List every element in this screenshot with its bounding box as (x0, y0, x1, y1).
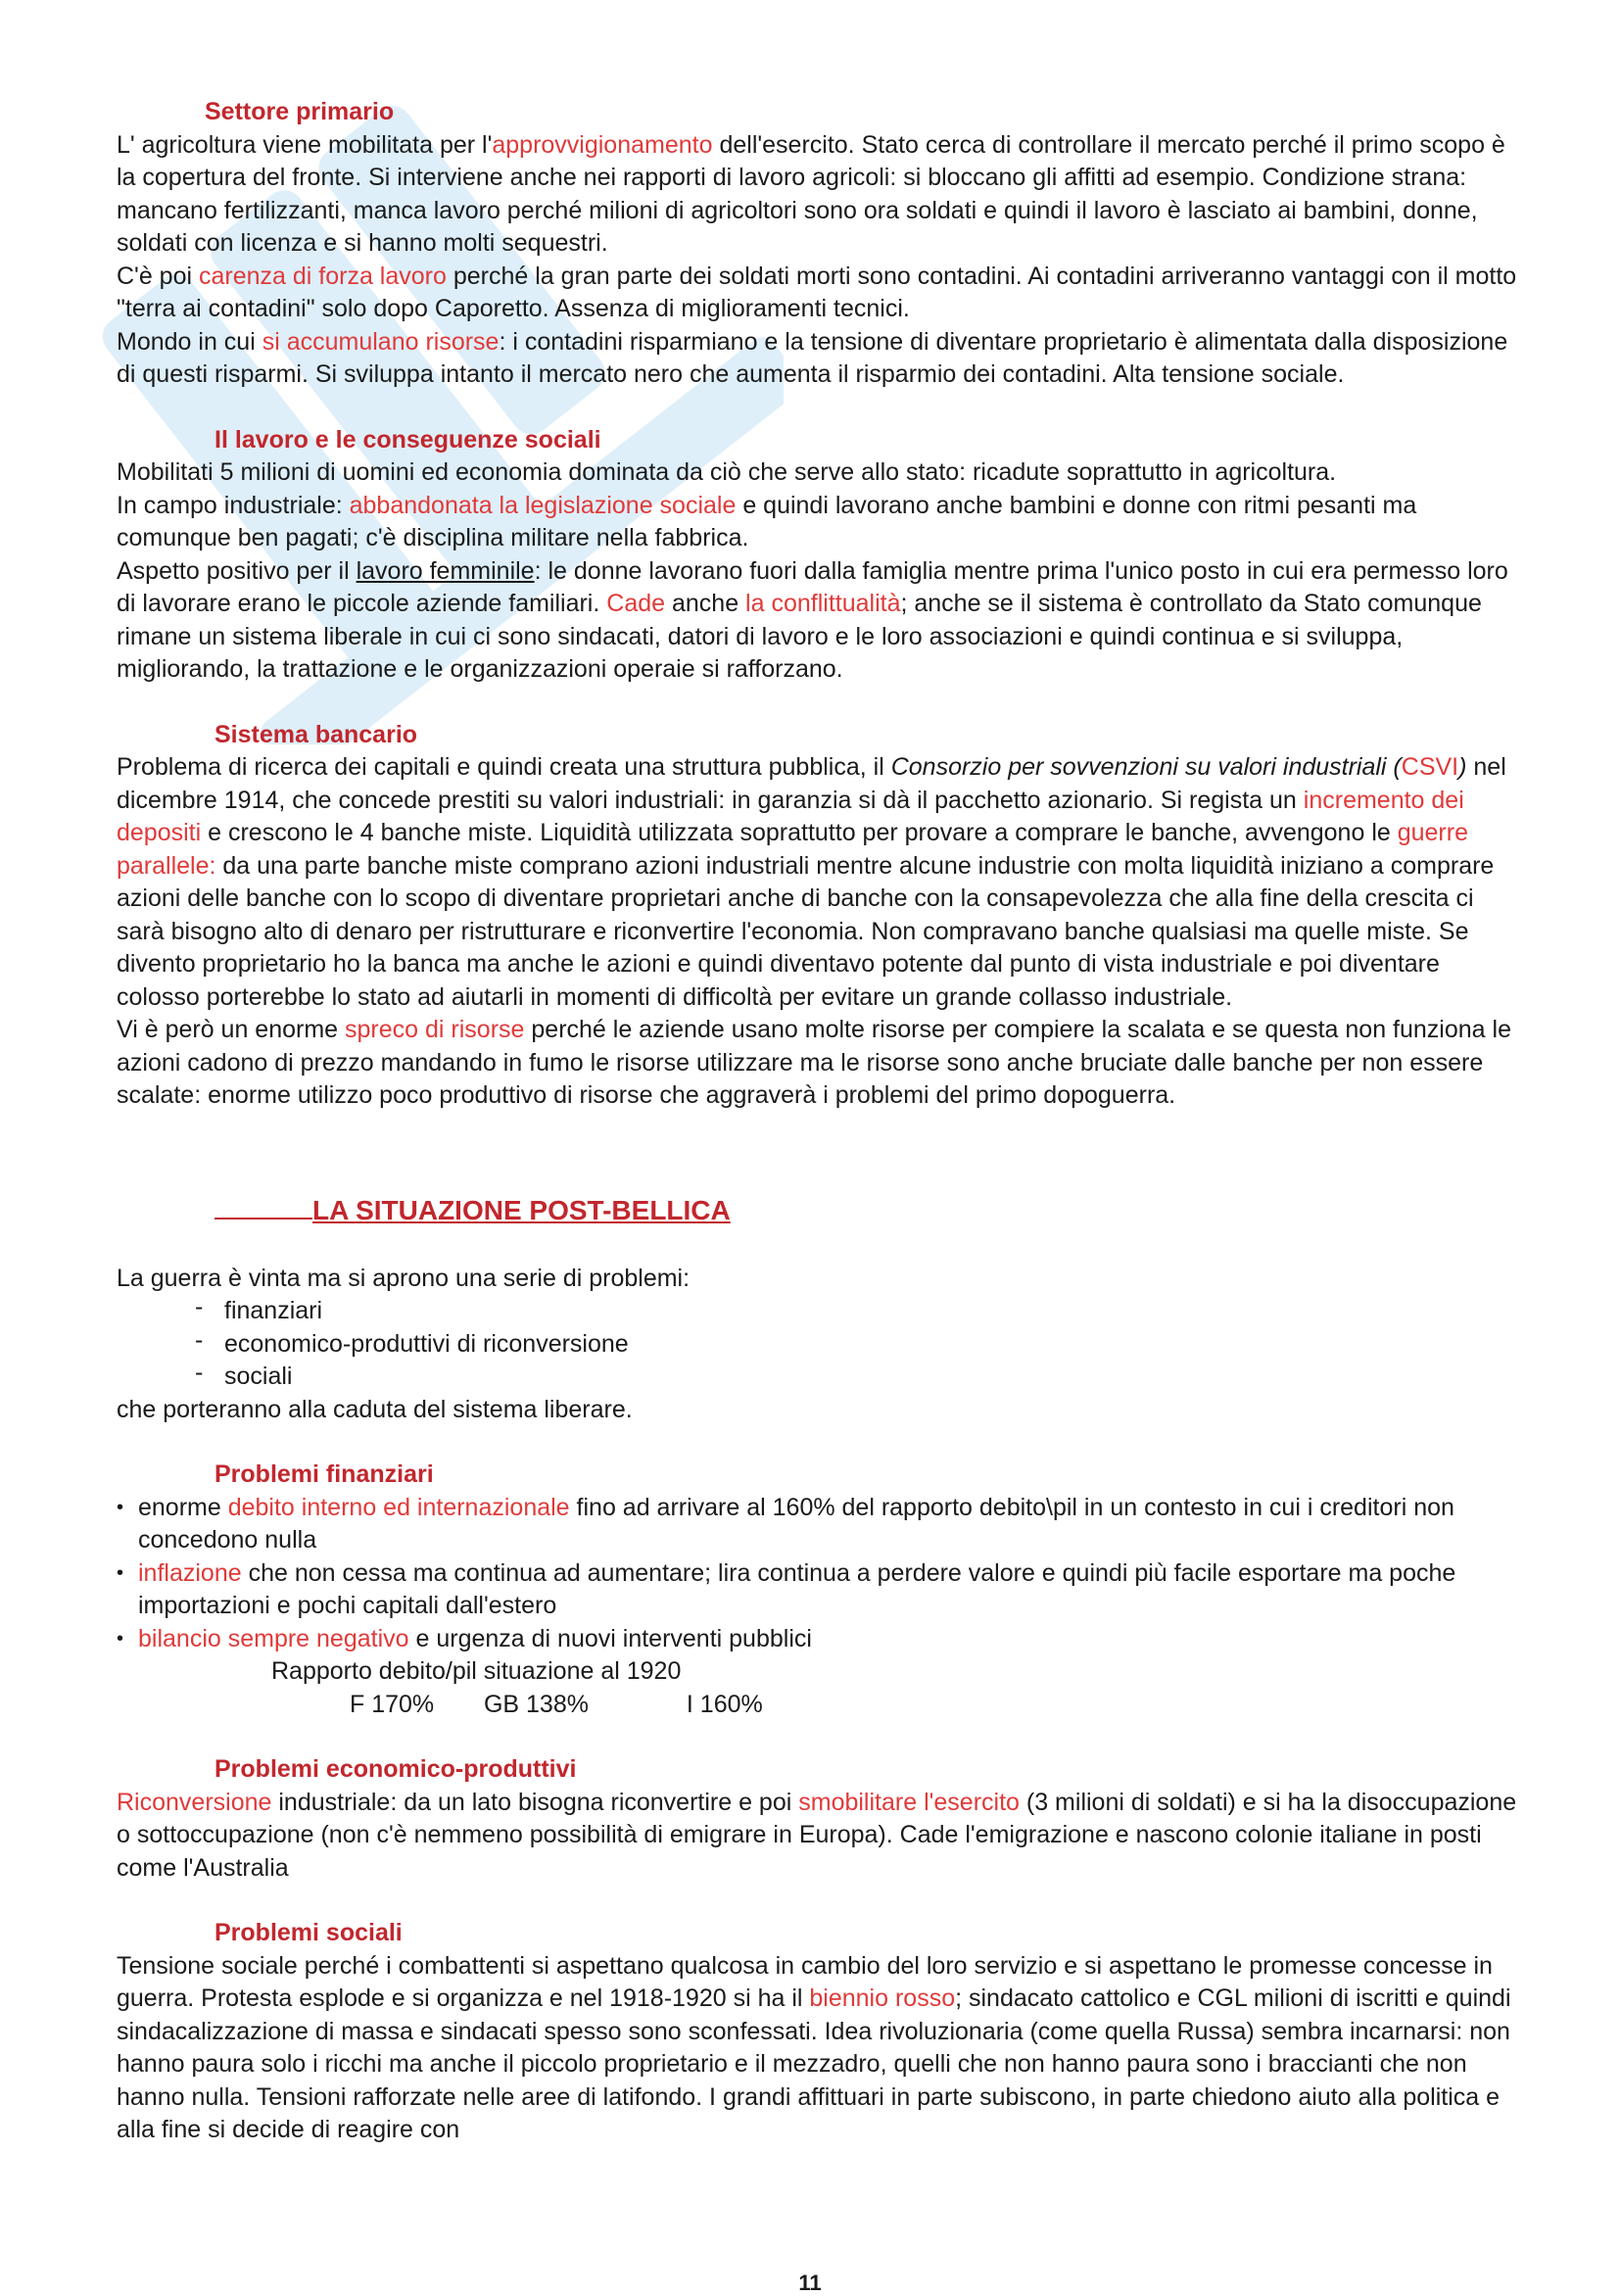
section-heading: Problemi economico-produttivi (214, 1755, 577, 1783)
paragraph: La guerra è vinta ma si aprono una serie di problemi: (117, 1264, 691, 1292)
section-settore-primario (117, 96, 1527, 392)
list-item: - sociali (195, 1361, 1527, 1394)
section-lavoro (117, 424, 1527, 687)
ratio-gb: GB 138% (483, 1690, 589, 1718)
ratio-i: I 160% (686, 1690, 763, 1718)
paragraph: Riconversione industriale: da un lato bisogna riconvertire e poi smobilitare l'esercito (3 milioni di soldati) e si ha la disoccupazione o sottoccupazione (non c'è nemmeno possibilità di emigrare in Europa). Cade l'emigrazione e nascono colonie italiane in posti come l'Australia (117, 1788, 1517, 1882)
paragraph: Problema di ricerca dei capitali e quindi creata una struttura pubblica, il Consorzio per sovvenzioni su valori industriali (CSVI) nel dicembre 1914, che concede prestiti su valori industriali: in garanzia si dà il pacchetto azionario. Si regista un incremento dei depositi e crescono le 4 banche miste. Liquidità utilizzata soprattutto per provare a comprare le banche, avvengono le guerre parallele: da una parte banche miste comprano azioni industriali mentre alcune industrie con molta liquidità iniziano a comprare azioni delle banche con lo scopo di diventare proprietari anche di banche con la consapevolezza che alla fine della crescita ci sarà bisogno alto di denaro per ristrutturare e riconvertire l'economia. Non compravano banche qualsiasi ma quelle miste. Se divento proprietario ho la banca ma anche le azioni e quindi diventavo potente dal punto di vista industriale e poi diventare colosso porterebbe lo stato ad aiutarli in momenti di difficoltà per evitare un grande collasso industriale. (117, 753, 1506, 1011)
paragraph: Mobilitati 5 milioni di uomini ed economia dominata da ciò che serve allo stato: ricadute soprattutto in agricoltura. (117, 458, 1337, 486)
paragraph: Mondo in cui si accumulano risorse: i contadini risparmiano e la tensione di diventare proprietario è alimentata dalla disposizione di questi risparmi. Si sviluppa intanto il mercato nero che aumenta il risparmio dei contadini. Alta tensione sociale. (117, 327, 1508, 388)
list-item: • inflazione che non cessa ma continua ad aumentare; lira continua a perdere valore e quindi più facile esportare ma poche importazioni e pochi capitali dall'estero (117, 1557, 1527, 1623)
paragraph: In campo industriale: abbandonata la legislazione sociale e quindi lavorano anche bambini e donne con ritmi pesanti ma comunque ben pagati; c'è disciplina militare nella fabbrica. (117, 491, 1417, 551)
section-heading: Problemi finanziari (214, 1460, 434, 1488)
ratio-f: F 170% (350, 1690, 435, 1718)
paragraph: Aspetto positivo per il lavoro femminile: le donne lavorano fuori dalla famiglia mentre prima l'unico posto in cui era permesso loro di lavorare erano le piccole aziende familiari. Cade anche la conflittualità; anche se il sistema è controllato da Stato comunque rimane un sistema liberale in cui ci sono sindacati, datori di lavoro e le loro associazioni e quindi continua e si sviluppa, migliorando, la trattazione e le organizzazioni operaie si rafforzano. (117, 556, 1508, 683)
paragraph: L' agricoltura viene mobilitata per l'approvvigionamento dell'esercito. Stato cerca di controllare il mercato perché il primo scopo è la copertura del fronte. Si interviene anche nei rapporti di lavoro agricoli: si bloccano gli affitti ad esempio. Condizione strana: mancano fertilizzanti, manca lavoro perché milioni di agricoltori sono ora soldati e quindi il lavoro è lasciato ai bambini, donne, soldati con licenza e si hanno molti sequestri. (117, 130, 1505, 257)
bullet-list (117, 1492, 1527, 1656)
intro-list (117, 1263, 1527, 1427)
problem-list (117, 1295, 1527, 1394)
list-item: - finanziari (195, 1295, 1527, 1328)
list-item: - economico-produttivi di riconversione (195, 1328, 1527, 1362)
paragraph: Vi è però un enorme spreco di risorse perché le aziende usano molte risorse per compiere la scalata e se questa non funziona le azioni cadono di prezzo mandando in fumo le risorse utilizzare ma le risorse sono anche bruciate dalle banche per non essere scalate: enorme utilizzo poco produttivo di risorse che aggraverà i problemi del primo dopoguerra. (117, 1016, 1511, 1109)
main-heading: LA SITUAZIONE POST-BELLICA (117, 1191, 1527, 1230)
section-problemi-finanziari (117, 1459, 1527, 1721)
page-number: 11 (798, 2271, 822, 2295)
ratio-title: Rapporto debito/pil situazione al 1920 (271, 1657, 682, 1685)
section-heading: Il lavoro e le conseguenze sociali (214, 425, 601, 454)
section-problemi-economici (117, 1753, 1527, 1885)
section-sistema-bancario (117, 719, 1527, 1113)
section-problemi-sociali (117, 1917, 1527, 2147)
section-heading: Settore primario (205, 98, 395, 125)
paragraph: Tensione sociale perché i combattenti si aspettano qualcosa in cambio del loro servizio e si aspettano le promesse concesse in guerra. Protesta esplode e si organizza e nel 1918-1920 si ha il biennio rosso; sindacato cattolico e CGL milioni di iscritti e quindi sindacalizzazione di massa e sindacati spesso sono sconfessati. Idea rivoluzionaria (come quella Russa) sembra incarnarsi: non hanno paura solo i ricchi ma anche il piccolo proprietario e il mezzadro, quelli che non hanno paura sono i braccianti che non hanno nulla. Tensioni rafforzate nelle aree di latifondo. I grandi affittuari in parte subiscono, in parte chiedono aiuto alla politica e alla fine si decide di reagire con (117, 1951, 1511, 2143)
section-heading: Sistema bancario (214, 720, 418, 748)
paragraph: C'è poi carenza di forza lavoro perché la gran parte dei soldati morti sono contadini. Ai contadini arriveranno vantaggi con il motto "terra ai contadini" solo dopo Caporetto. Assenza di miglioramenti tecnici. (117, 262, 1517, 322)
section-heading: Problemi sociali (214, 1919, 403, 1946)
list-item: • enorme debito interno ed internazionale fino ad arrivare al 160% del rapporto debito\pil in un contesto in cui i creditori non concedono nulla (117, 1492, 1527, 1557)
paragraph: che porteranno alla caduta del sistema liberare. (117, 1395, 633, 1423)
ratio-values (117, 1689, 1527, 1722)
list-item: • bilancio sempre negativo e urgenza di nuovi interventi pubblici (117, 1623, 1527, 1656)
document-page (117, 96, 1527, 2147)
